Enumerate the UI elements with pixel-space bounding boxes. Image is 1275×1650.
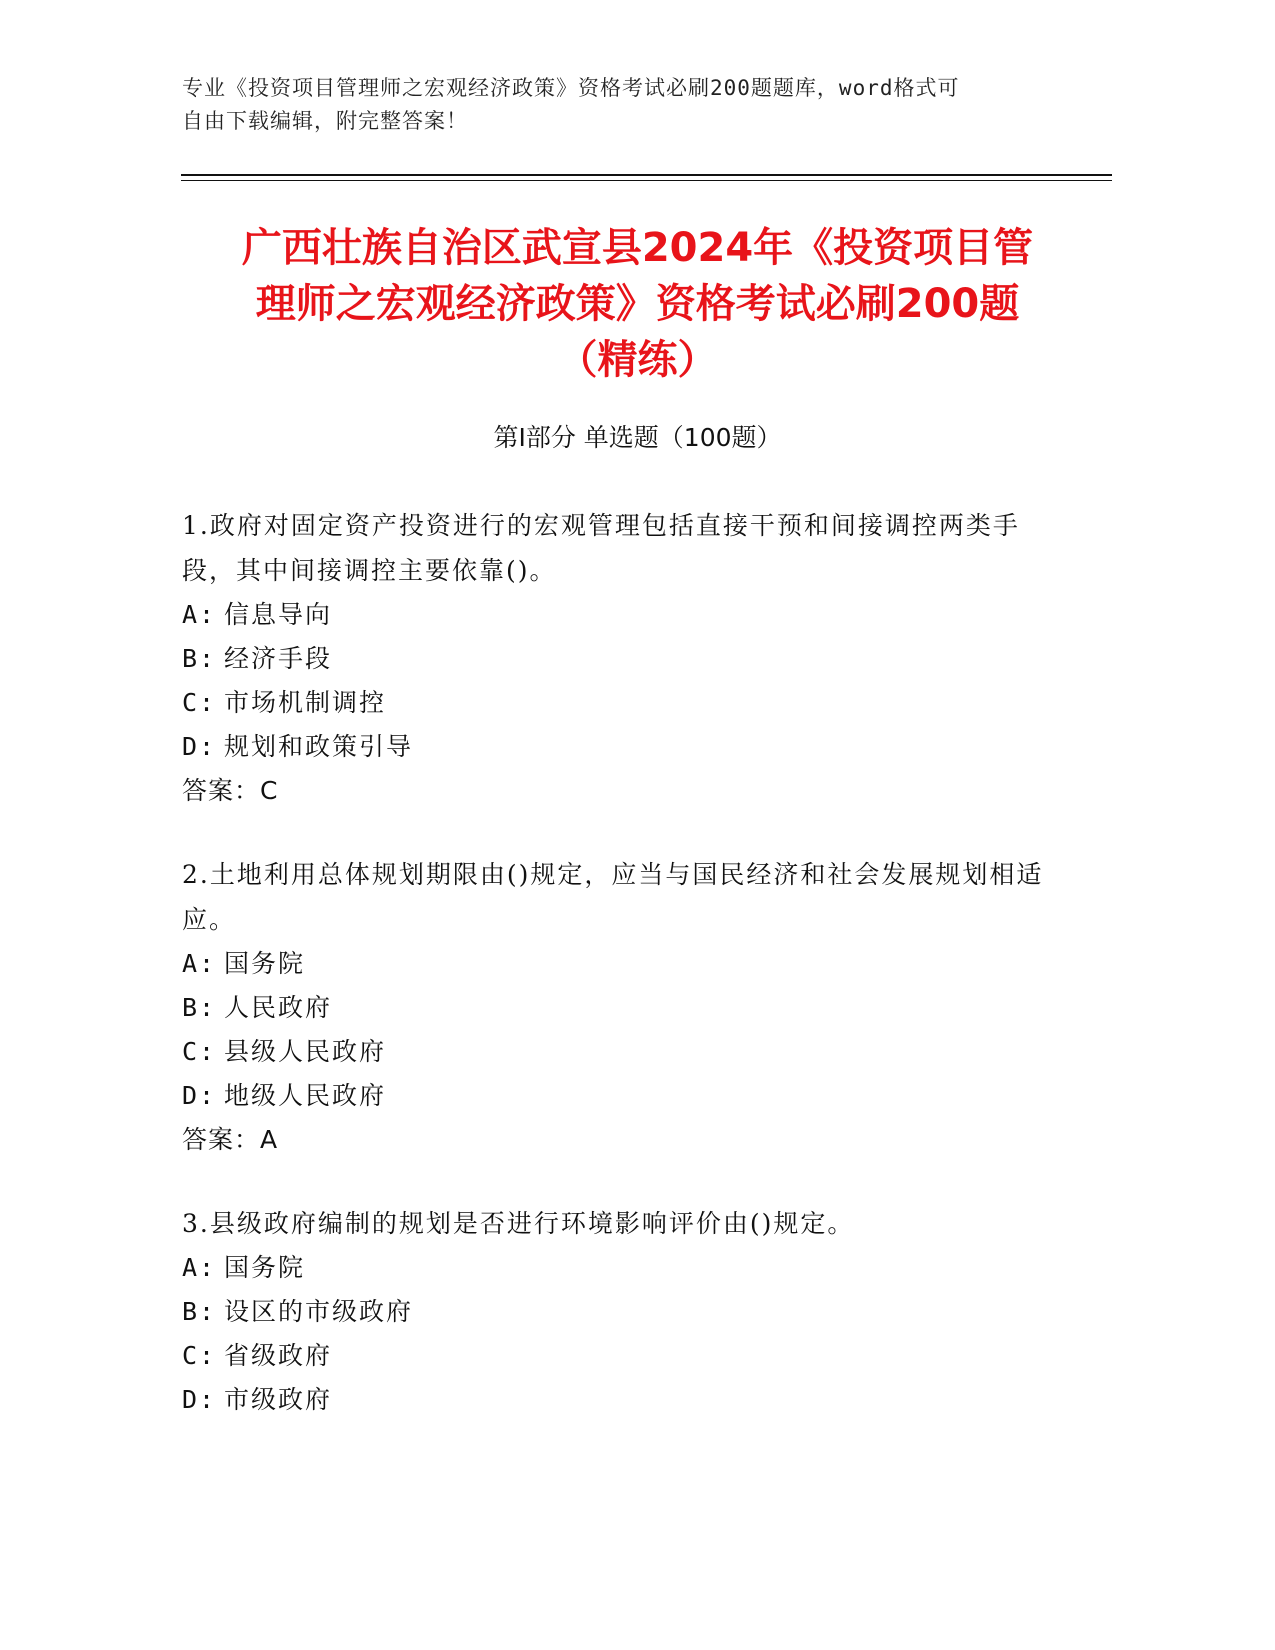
option-text: 县级人民政府 (224, 1037, 387, 1066)
option-a (182, 1246, 1062, 1290)
title-line-1: 广西壮族自治区武宣县2024年《投资项目管 (241, 225, 1034, 271)
option-key: A: (182, 949, 217, 978)
option-b (182, 1290, 1062, 1334)
option-key: C: (182, 1037, 217, 1066)
question-item (182, 1201, 1062, 1422)
option-text: 人民政府 (224, 993, 333, 1022)
header-note-line-2: 自由下载编辑，附完整答案！ (182, 109, 468, 133)
option-key: D: (182, 732, 217, 761)
option-text: 规划和政策引导 (224, 732, 414, 761)
option-d (182, 1074, 1062, 1118)
option-key: C: (182, 688, 217, 717)
option-text: 省级政府 (224, 1341, 333, 1370)
option-text: 设区的市级政府 (224, 1297, 414, 1326)
header-note-line-1: 专业《投资项目管理师之宏观经济政策》资格考试必刷200题题库，word格式可 (182, 76, 960, 100)
option-b (182, 986, 1062, 1030)
option-key: D: (182, 1081, 217, 1110)
document-title (150, 220, 1125, 388)
option-key: B: (182, 993, 217, 1022)
header-rule-thin (181, 180, 1112, 181)
header-rule-thick (181, 174, 1112, 176)
option-text: 市场机制调控 (224, 688, 387, 717)
title-line-3: （精练） (557, 337, 718, 383)
option-key: C: (182, 1341, 217, 1370)
option-text: 市级政府 (224, 1385, 333, 1414)
answer-line: 答案：A (182, 1125, 279, 1154)
question-stem: 1.政府对固定资产投资进行的宏观管理包括直接干预和间接调控两类手段，其中间接调控主要依靠()。 (182, 511, 1020, 585)
option-text: 地级人民政府 (224, 1081, 387, 1110)
question-stem: 3.县级政府编制的规划是否进行环境影响评价由()规定。 (182, 1209, 855, 1238)
option-a (182, 593, 1062, 637)
option-c (182, 681, 1062, 725)
question-stem: 2.土地利用总体规划期限由()规定，应当与国民经济和社会发展规划相适应。 (182, 860, 1044, 934)
answer-line: 答案：C (182, 776, 279, 805)
question-item (182, 852, 1062, 1162)
option-text: 国务院 (224, 949, 306, 978)
header-note (182, 72, 1052, 138)
option-key: D: (182, 1385, 217, 1414)
question-item (182, 503, 1062, 813)
option-c (182, 1334, 1062, 1378)
option-key: B: (182, 1297, 217, 1326)
option-b (182, 637, 1062, 681)
option-text: 信息导向 (224, 600, 333, 629)
option-d (182, 1378, 1062, 1422)
option-key: A: (182, 600, 217, 629)
option-text: 国务院 (224, 1253, 306, 1282)
option-d (182, 725, 1062, 769)
option-key: A: (182, 1253, 217, 1282)
title-line-2: 理师之宏观经济政策》资格考试必刷200题 (255, 281, 1020, 327)
option-key: B: (182, 644, 217, 673)
option-c (182, 1030, 1062, 1074)
section-heading: 第Ⅰ部分 单选题（100题） (493, 423, 782, 452)
option-text: 经济手段 (224, 644, 333, 673)
option-a (182, 942, 1062, 986)
